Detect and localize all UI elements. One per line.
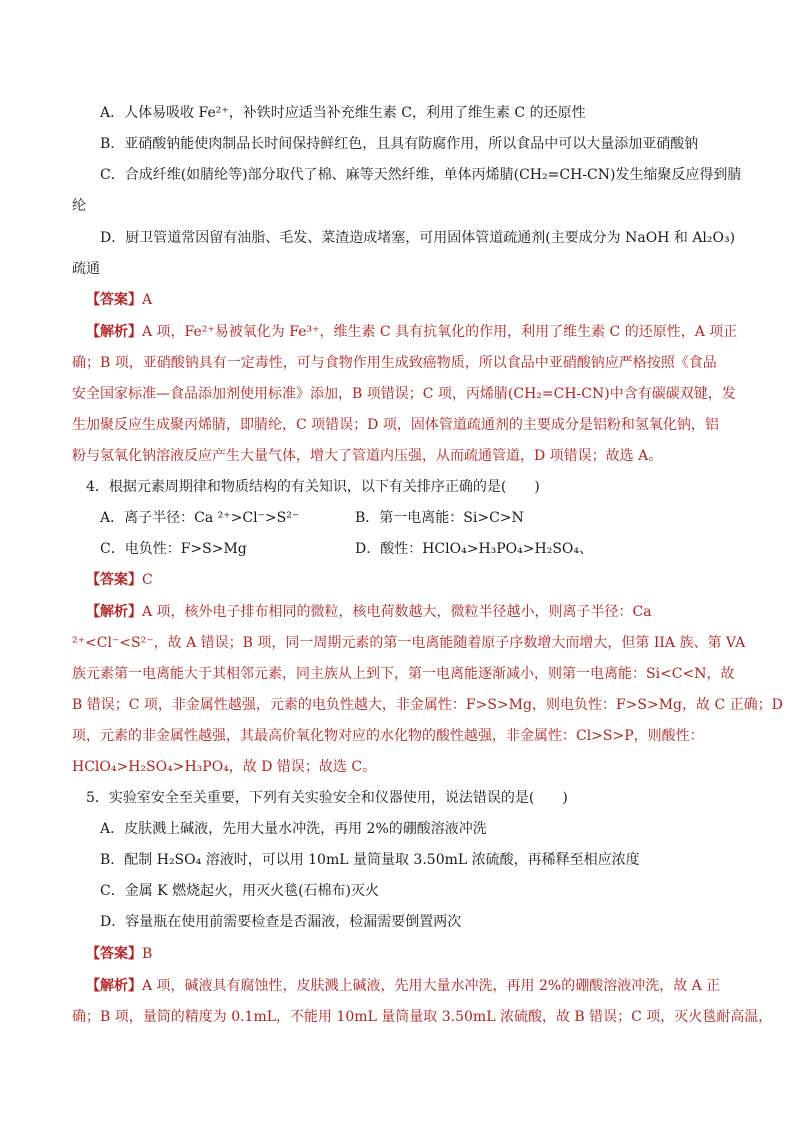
answer-value: A	[142, 292, 153, 308]
q5-analysis-line2: 确；B 项，量筒的精度为 0.1mL，不能用 10mL 量筒量取 3.50mL 浓硫酸，故 B 错误；C 项，灭火毯耐高温，	[72, 1009, 773, 1025]
q4-option-c: C．电负性：F>S>Mg	[100, 541, 247, 557]
q3-analysis-line4: 生加聚反应生成聚丙烯腈，即腈纶，C 项错误；D 项，固体管道疏通剂的主要成分是铝粉和氢氧化钠，铝	[72, 417, 719, 433]
analysis-text: A 项，碱液具有腐蚀性，皮肤溅上碱液，先用大量水冲洗，再用 2%的硼酸溶液冲洗，故 A 正	[142, 978, 721, 994]
q5-stem: 5．实验室安全至关重要，下列有关实验安全和仪器使用，说法错误的是( )	[86, 790, 568, 806]
q5-analysis-line1	[86, 976, 720, 996]
q4-analysis-line1	[86, 602, 652, 622]
analysis-tag: 【解析】	[86, 324, 142, 340]
q4-analysis-line6: HClO₄>H₂SO₄>H₃PO₄，故 D 错误；故选 C。	[72, 759, 377, 775]
q4-analysis-line5: 项，元素的非金属性越强，其最高价氧化物对应的水化物的酸性越强，非金属性：Cl>S>P，则酸性：	[72, 728, 704, 744]
q5-answer	[86, 944, 152, 964]
q3-option-a: A．人体易吸收 Fe²⁺，补铁时应适当补充维生素 C，利用了维生素 C 的还原性	[100, 105, 586, 121]
q3-option-b: B．亚硝酸钠能使肉制品长时间保持鲜红色，且具有防腐作用，所以食品中可以大量添加亚硝酸钠	[100, 136, 699, 152]
q3-option-c-line2: 纶	[72, 198, 86, 214]
q3-option-d-line2: 疏通	[72, 261, 100, 277]
q4-option-b: B．第一电离能：Si>C>N	[355, 510, 524, 526]
q3-analysis-line2: 确；B 项，亚硝酸钠具有一定毒性，可与食物作用生成致癌物质，所以食品中亚硝酸钠应严格按照《食品	[72, 355, 717, 371]
analysis-text: A 项，Fe²⁺易被氧化为 Fe³⁺，维生素 C 具有抗氧化的作用，利用了维生素 C 的还原性，A 项正	[142, 324, 738, 340]
q4-option-a: A．离子半径：Ca ²⁺>Cl⁻>S²⁻	[100, 510, 300, 526]
q5-option-a: A．皮肤溅上碱液，先用大量水冲洗，再用 2%的硼酸溶液冲洗	[100, 821, 487, 837]
q4-analysis-line2: ²⁺<Cl⁻<S²⁻，故 A 错误；B 项，同一周期元素的第一电离能随着原子序数增大而增大，但第 IIA 族、第 VA	[72, 635, 746, 651]
q3-analysis-line1	[86, 322, 737, 342]
q4-answer	[86, 570, 153, 590]
q4-analysis-line4: B 错误；C 项，非金属性越强，元素的电负性越大，非金属性：F>S>Mg，则电负性：F>S>Mg，故 C 正确；D	[72, 697, 783, 713]
q3-option-d-line1: D．厨卫管道常因留有油脂、毛发、菜渣造成堵塞，可用固体管道疏通剂(主要成分为 NaOH 和 Al₂O₃)	[100, 230, 736, 246]
answer-tag: 【答案】	[86, 946, 142, 962]
q3-analysis-line3: 安全国家标准—食品添加剂使用标准》添加，B 项错误；C 项，丙烯腈(CH₂=CH-CN)中含有碳碳双键，发	[72, 386, 736, 402]
q3-analysis-line5: 粉与氢氧化钠溶液反应产生大量气体，增大了管道内压强，从而疏通管道，D 项错误；故选 A。	[72, 448, 663, 464]
analysis-tag: 【解析】	[86, 978, 142, 994]
q4-stem: 4．根据元素周期律和物质结构的有关知识，以下有关排序正确的是( )	[86, 479, 540, 495]
q4-analysis-line3: 族元素第一电离能大于其相邻元素，同主族从上到下，第一电离能逐渐减小，则第一电离能：Si<C<N，故	[72, 666, 735, 682]
analysis-tag: 【解析】	[86, 604, 142, 620]
answer-value: C	[142, 572, 153, 588]
q5-option-d: D．容量瓶在使用前需要检查是否漏液，检漏需要倒置两次	[100, 914, 462, 930]
q4-option-d: D．酸性：HClO₄>H₃PO₄>H₂SO₄、	[355, 541, 594, 557]
q3-option-c-line1: C．合成纤维(如腈纶等)部分取代了棉、麻等天然纤维，单体丙烯腈(CH₂=CH-CN)发生缩聚反应得到腈	[100, 167, 742, 183]
q5-option-c: C．金属 K 燃烧起火，用灭火毯(石棉布)灭火	[100, 883, 379, 899]
q5-option-b: B．配制 H₂SO₄ 溶液时，可以用 10mL 量筒量取 3.50mL 浓硫酸，再稀释至相应浓度	[100, 852, 640, 868]
analysis-text: A 项，核外电子排布相同的微粒，核电荷数越大，微粒半径越小，则离子半径：Ca	[142, 604, 652, 620]
answer-value: B	[142, 946, 153, 962]
answer-tag: 【答案】	[86, 572, 142, 588]
q3-answer	[86, 290, 152, 310]
answer-tag: 【答案】	[86, 292, 142, 308]
